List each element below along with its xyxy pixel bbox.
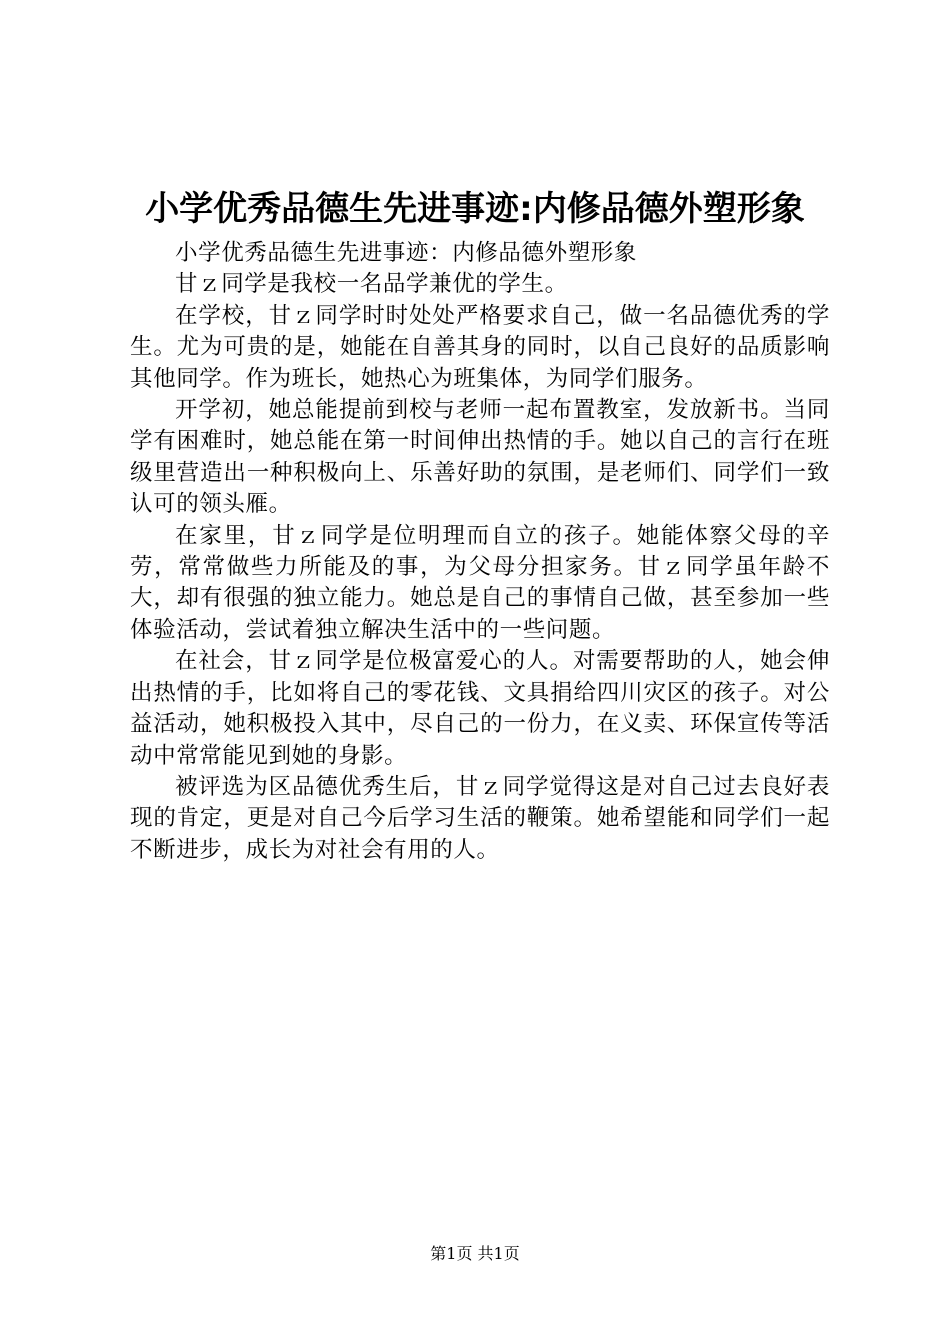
page-number-footer: 第1页 共1页 bbox=[430, 1244, 520, 1263]
paragraph-semester-start: 开学初，她总能提前到校与老师一起布置教室，发放新书。当同学有困难时，她总能在第一时间伸出热情的手。她以自己的言行在班级里营造出一种积极向上、乐善好助的氛围，是老师们、同学们一致认可的领头雁。 bbox=[130, 397, 830, 518]
paragraph-home: 在家里，甘ｚ同学是位明理而自立的孩子。她能体察父母的辛劳，常常做些力所能及的事，为父母分担家务。甘ｚ同学虽年龄不大，却有很强的独立能力。她总是自己的事情自己做，甚至参加一些体验活动，尝试着独立解决生活中的一些问题。 bbox=[130, 522, 830, 643]
paragraph-school: 在学校，甘ｚ同学时时处处严格要求自己，做一名品德优秀的学生。尤为可贵的是，她能在自善其身的同时，以自己良好的品质影响其他同学。作为班长，她热心为班集体，为同学们服务。 bbox=[130, 302, 830, 392]
paragraph-intro: 甘ｚ同学是我校一名品学兼优的学生。 bbox=[175, 271, 568, 298]
paragraph-society: 在社会，甘ｚ同学是位极富爱心的人。对需要帮助的人，她会伸出热情的手，比如将自己的零花钱、文具捐给四川灾区的孩子。对公益活动，她积极投入其中，尽自己的一份力，在义卖、环保宣传等活动中常常能见到她的身影。 bbox=[130, 648, 830, 769]
paragraph-subtitle: 小学优秀品德生先进事迹：内修品德外塑形象 bbox=[175, 240, 638, 266]
paragraph-conclusion: 被评选为区品德优秀生后，甘ｚ同学觉得这是对自己过去良好表现的肯定，更是对自己今后学习生活的鞭策。她希望能和同学们一起不断进步，成长为对社会有用的人。 bbox=[130, 773, 830, 863]
document-title: 小学优秀品德生先进事迹:内修品德外塑形象 bbox=[145, 189, 805, 229]
document-body bbox=[130, 238, 830, 866]
